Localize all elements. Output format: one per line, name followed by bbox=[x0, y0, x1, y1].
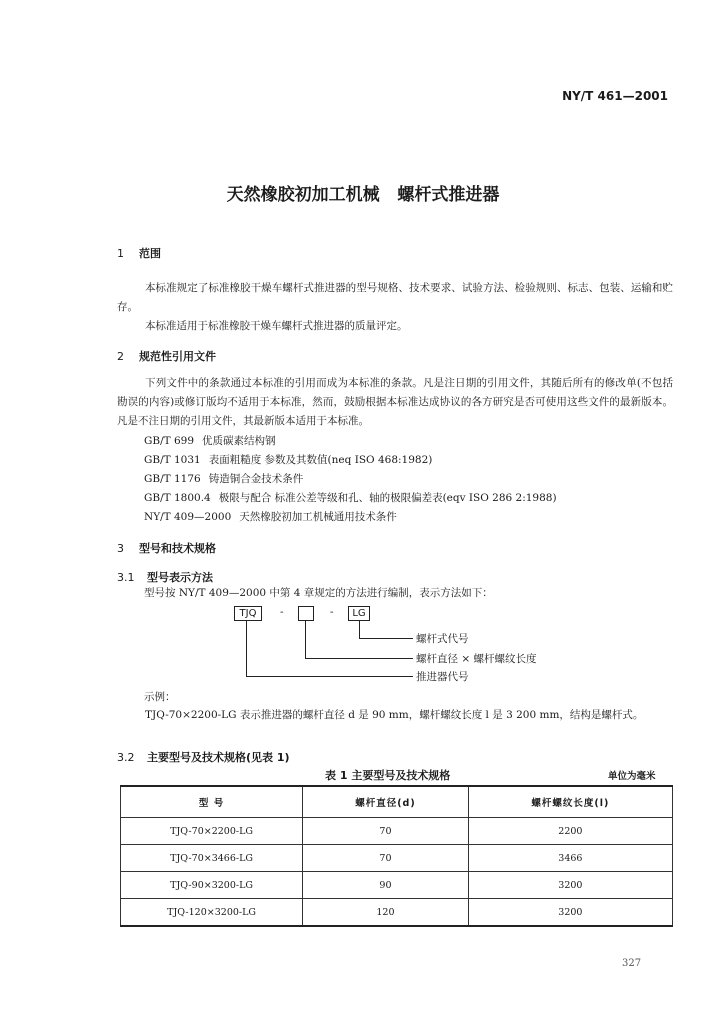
section-3-2-number: 3.2 bbox=[117, 751, 135, 764]
reference-title: 优质碳素结构钢 bbox=[202, 435, 276, 447]
leader-line-dimensions bbox=[305, 658, 413, 659]
reference-code: GB/T 1176 bbox=[144, 473, 201, 485]
designation-separator-1: - bbox=[280, 606, 284, 618]
leader-line-type bbox=[359, 638, 413, 639]
section-3-number: 3 bbox=[117, 542, 124, 555]
section-2-heading bbox=[117, 348, 216, 364]
table-row bbox=[121, 845, 673, 872]
section-2-paragraph-1: 下列文件中的条款通过本标准的引用而成为本标准的条款。凡是注日期的引用文件，其随后所有的修改单(不包括勘误的内容)或修订版均不适用于本标准，然而，鼓励根据本标准达成协议的各方研究是否可使用这些文件的最新版本。凡是不注日期的引用文件，其最新版本适用于本标准。 bbox=[117, 377, 673, 427]
section-3-heading bbox=[117, 540, 216, 556]
section-1-title: 范围 bbox=[139, 247, 161, 260]
table-header-cell: 螺杆直径(d) bbox=[303, 786, 469, 818]
leader-line-dimensions bbox=[305, 621, 306, 659]
reference-item bbox=[144, 490, 557, 505]
section-3-1-title: 型号表示方法 bbox=[147, 571, 213, 584]
designation-box-type: LG bbox=[348, 606, 370, 621]
designation-label-type: 螺杆式代号 bbox=[416, 633, 469, 645]
table-cell: TJQ-90×3200-LG bbox=[121, 872, 303, 899]
example-label: 示例： bbox=[144, 691, 176, 703]
leader-line-series bbox=[246, 621, 247, 677]
table-cell: 120 bbox=[303, 899, 469, 927]
table-cell: 70 bbox=[303, 845, 469, 872]
table-header-cell: 型 号 bbox=[121, 786, 303, 818]
example-text: TJQ-70×2200-LG 表示推进器的螺杆直径 d 是 90 mm，螺杆螺纹长度 l 是 3 200 mm，结构是螺杆式。 bbox=[145, 709, 644, 721]
section-3-1-number: 3.1 bbox=[117, 571, 135, 584]
table-header-cell: 螺杆螺纹长度(l) bbox=[468, 786, 672, 818]
designation-box-dimensions bbox=[298, 606, 314, 621]
designation-separator-2: - bbox=[330, 606, 334, 618]
section-3-title: 型号和技术规格 bbox=[139, 542, 216, 555]
table-caption: 表 1 主要型号及技术规格 bbox=[325, 769, 451, 782]
reference-item bbox=[144, 433, 276, 448]
section-1-paragraph-1: 本标准规定了标准橡胶干燥车螺杆式推进器的型号规格、技术要求、试验方法、检验规则、标志、包装、运输和贮存。 bbox=[117, 282, 673, 313]
section-1-paragraph-2: 本标准适用于标准橡胶干燥车螺杆式推进器的质量评定。 bbox=[145, 320, 408, 332]
table-cell: 3200 bbox=[468, 899, 672, 927]
table-cell: TJQ-70×3466-LG bbox=[121, 845, 303, 872]
reference-code: GB/T 1800.4 bbox=[144, 492, 211, 504]
table-cell: TJQ-120×3200-LG bbox=[121, 899, 303, 927]
leader-line-series bbox=[246, 676, 413, 677]
table-cell: 3466 bbox=[468, 845, 672, 872]
section-2-number: 2 bbox=[117, 350, 124, 363]
designation-label-series: 推进器代号 bbox=[416, 671, 469, 683]
table-row bbox=[121, 818, 673, 845]
reference-item bbox=[144, 452, 432, 467]
section-3-1-heading bbox=[117, 569, 213, 585]
section-1-number: 1 bbox=[117, 247, 124, 260]
table-cell: TJQ-70×2200-LG bbox=[121, 818, 303, 845]
reference-code: GB/T 1031 bbox=[144, 454, 201, 466]
table-cell: 2200 bbox=[468, 818, 672, 845]
reference-title: 天然橡胶初加工机械通用技术条件 bbox=[239, 511, 397, 523]
reference-title: 铸造铜合金技术条件 bbox=[208, 473, 304, 485]
reference-item bbox=[144, 471, 303, 486]
table-cell: 90 bbox=[303, 872, 469, 899]
reference-title: 极限与配合 标准公差等级和孔、轴的极限偏差表(eqv ISO 286 2:1988) bbox=[218, 492, 557, 504]
section-2-title: 规范性引用文件 bbox=[139, 350, 216, 363]
section-3-1-paragraph: 型号按 NY/T 409—2000 中第 4 章规定的方法进行编制，表示方法如下： bbox=[144, 587, 493, 599]
section-3-2-heading bbox=[117, 749, 290, 765]
standard-code: NY/T 461—2001 bbox=[562, 89, 668, 103]
reference-title: 表面粗糙度 参数及其数值(neq ISO 468:1982) bbox=[208, 454, 433, 466]
reference-item bbox=[144, 509, 397, 524]
section-3-2-title: 主要型号及技术规格(见表 1) bbox=[147, 751, 290, 764]
document-title: 天然橡胶初加工机械 螺杆式推进器 bbox=[226, 185, 500, 205]
page-number: 327 bbox=[622, 958, 642, 969]
table-cell: 70 bbox=[303, 818, 469, 845]
leader-line-type bbox=[359, 621, 360, 639]
reference-code: GB/T 699 bbox=[144, 435, 195, 447]
table-cell: 3200 bbox=[468, 872, 672, 899]
table-unit: 单位为毫米 bbox=[608, 771, 656, 782]
designation-label-dimensions: 螺杆直径 × 螺杆螺纹长度 bbox=[416, 653, 537, 665]
designation-box-series: TJQ bbox=[234, 606, 262, 621]
table-row bbox=[121, 872, 673, 899]
table-row bbox=[121, 899, 673, 927]
reference-code: NY/T 409—2000 bbox=[144, 511, 232, 523]
table-header-row bbox=[121, 786, 673, 818]
spec-table bbox=[120, 785, 673, 927]
section-1-heading bbox=[117, 245, 161, 261]
